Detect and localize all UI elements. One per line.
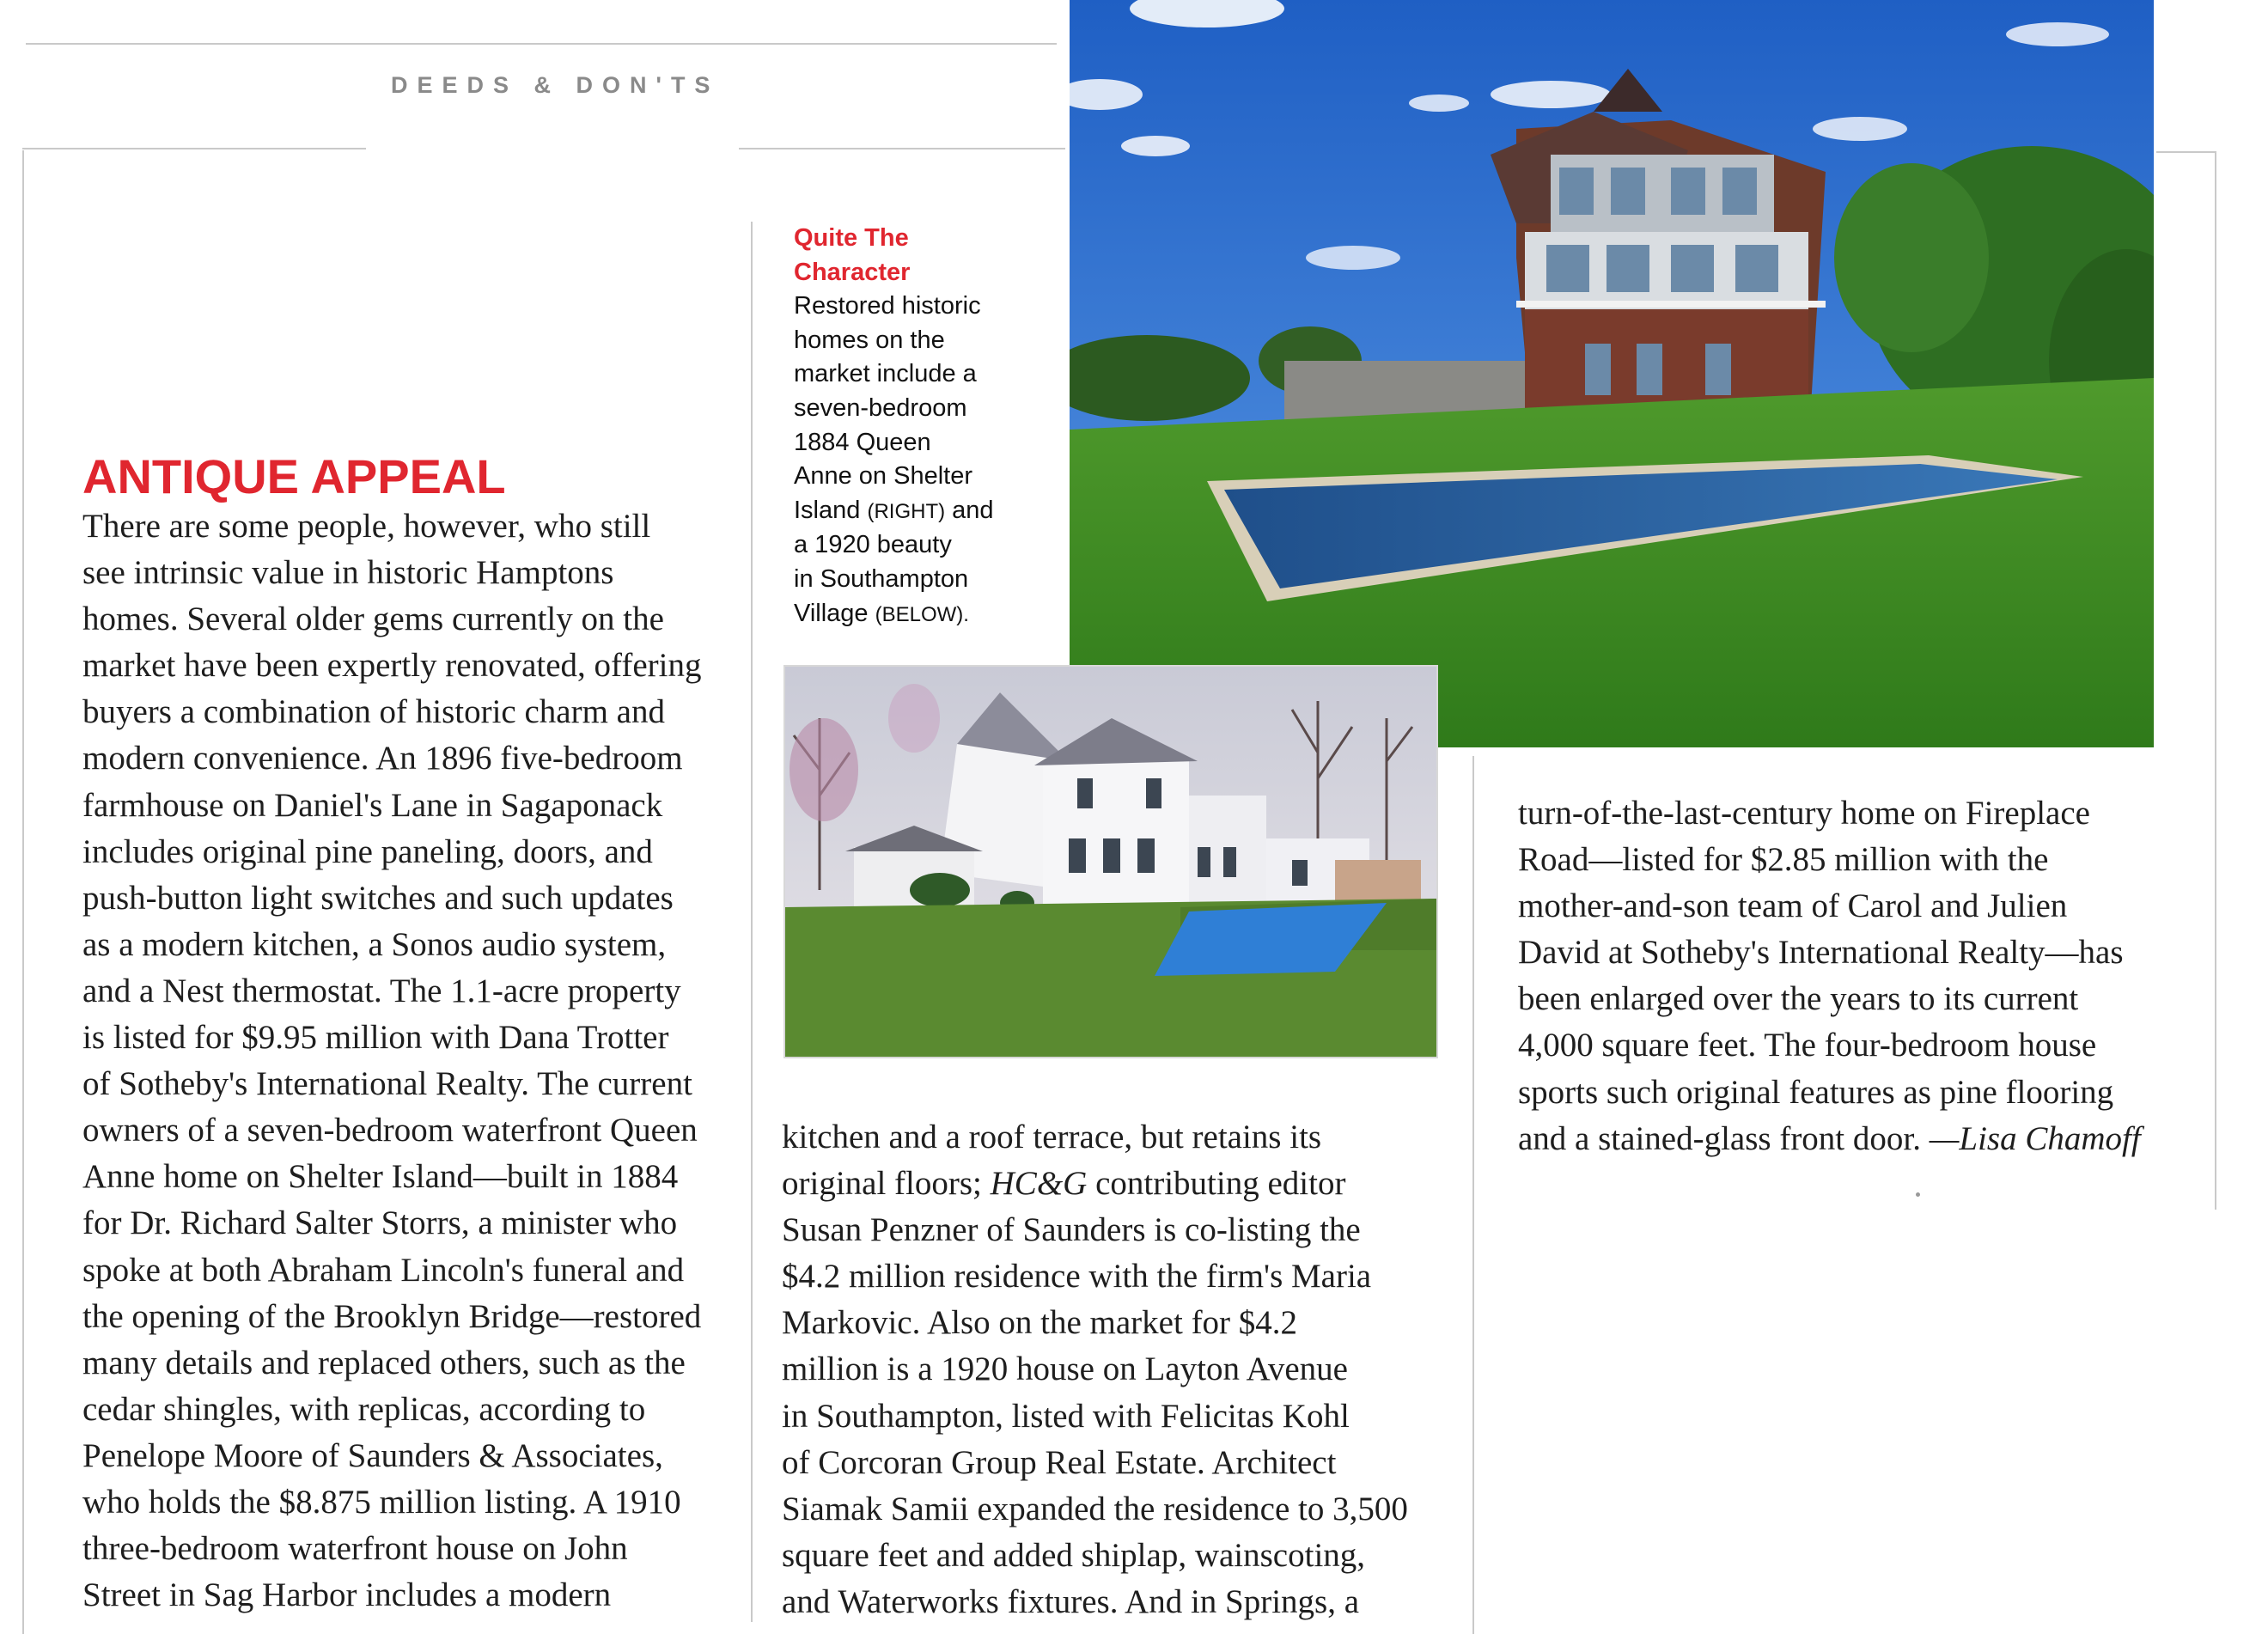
body-line: owners of a seven-bedroom waterfront Queen [82,1112,698,1149]
body-line: who holds the $8.875 million listing. A 1910 [82,1483,681,1521]
section-label: DEEDS & DON'TS [391,72,720,98]
body-line: as a modern kitchen, a Sonos audio system, [82,925,667,963]
body-line: been enlarged over the years to its current [1518,980,2079,1018]
body-line: of Corcoran Group Real Estate. Architect [782,1443,1337,1481]
body-text: original floors; [782,1165,991,1203]
body-line: million is a 1920 house on Layton Avenue [782,1350,1348,1388]
body-line: Anne home on Shelter Island—built in 1884 [82,1158,679,1196]
right-edge-rule [2215,153,2216,1210]
caption-island-word: Island [794,496,861,524]
body-line: of Sotheby's International Realty. The current [82,1065,692,1103]
caption-line: Restored historic [794,292,981,320]
body-line: Road—listed for $2.85 million with the [1518,841,2049,879]
caption-line: seven-bedroom [794,393,967,422]
body-line: There are some people, however, who still [82,508,651,545]
body-line: spoke at both Abraham Lincoln's funeral and [82,1251,685,1289]
body-line: 4,000 square feet. The four-bedroom house [1518,1027,2097,1064]
author-byline: —Lisa Chamoff [1929,1119,2141,1157]
body-line: farmhouse on Daniel's Lane in Sagaponack [82,786,663,824]
caption-and-word: and [952,496,994,524]
column-divider-2 [1472,756,1474,1634]
body-line: push-button light switches and such updates [82,879,674,917]
caption-line: in Southampton [794,564,969,593]
body-line: Penelope Moore of Saunders & Associates, [82,1436,663,1474]
caption-line: Anne on Shelter [794,462,972,491]
body-line: in Southampton, listed with Felicitas Kohl [782,1397,1350,1435]
body-line: and a Nest thermostat. The 1.1-acre property [82,972,681,1009]
caption-line: market include a [794,360,977,388]
body-column-middle [782,1114,1435,1625]
body-line: buyers a combination of historic charm and [82,693,665,731]
photo-caption [794,222,1052,631]
caption-below-tag: (BELOW). [875,602,969,626]
caption-line: 1884 Queen [794,428,931,456]
body-line: the opening of the Brooklyn Bridge—restored [82,1297,702,1335]
caption-title-line-1: Quite The [794,224,909,252]
caption-line: homes on the [794,326,945,354]
article-headline: ANTIQUE APPEAL [82,449,506,503]
body-line: Siamak Samii expanded the residence to 3,500 [782,1490,1408,1527]
body-line: see intrinsic value in historic Hamptons [82,554,614,592]
body-line: market have been expertly renovated, offering [82,647,702,685]
body-line: turn-of-the-last-century home on Fireplace [1518,795,2090,832]
caption-right-tag: (RIGHT) [867,499,946,523]
body-line-hcg [782,1161,1435,1207]
body-line: is listed for $9.95 million with Dana Trotter [82,1019,669,1057]
body-line: kitchen and a roof terrace, but retains its [782,1119,1322,1155]
body-line: David at Sotheby's International Realty—has [1518,934,2124,972]
top-rule [26,43,1057,45]
caption-line-village [794,597,1052,632]
body-line: homes. Several older gems currently on the [82,601,664,638]
body-line: for Dr. Richard Salter Storrs, a minister who [82,1204,678,1242]
body-text: contributing editor [1087,1165,1346,1203]
scan-speck [1916,1192,1920,1197]
body-line: mother-and-son team of Carol and Julien [1518,887,2068,925]
body-text: and a stained-glass front door. [1518,1119,1930,1157]
caption-line: a 1920 beauty [794,531,952,559]
left-column-rule [22,150,24,1634]
body-line: includes original pine paneling, doors, and [82,832,653,870]
body-line: Street in Sag Harbor includes a modern [82,1576,612,1614]
body-line-final [1518,1116,2171,1162]
caption-village-word: Village [794,599,869,627]
body-line: sports such original features as pine flooring [1518,1073,2114,1111]
body-line: many details and replaced others, such as the [82,1344,686,1381]
header-rule-right [739,148,1065,149]
right-top-rule [2156,151,2216,153]
body-line: three-bedroom waterfront house on John [82,1530,628,1568]
body-line: modern convenience. An 1896 five-bedroom [82,740,683,777]
caption-title-line-2: Character [794,258,911,286]
body-line: Susan Penzner of Saunders is co-listing the [782,1211,1361,1249]
body-line: and Waterworks fixtures. And in Springs, a [782,1582,1360,1620]
shelter-island-house-photo [1070,0,2154,747]
magazine-name: HC&G [990,1165,1088,1203]
body-line: Markovic. Also on the market for $4.2 [782,1304,1298,1342]
body-line: $4.2 million residence with the firm's Maria [782,1258,1372,1296]
body-column-right [1518,790,2171,1162]
header-rule-left [22,148,366,149]
caption-line-island [794,494,1052,529]
body-line: square feet and added shiplap, wainscoting, [782,1536,1366,1574]
body-column-left [82,503,718,1619]
southampton-house-photo [783,665,1438,1058]
body-line: cedar shingles, with replicas, according to [82,1390,646,1428]
column-divider-1 [751,222,753,1622]
